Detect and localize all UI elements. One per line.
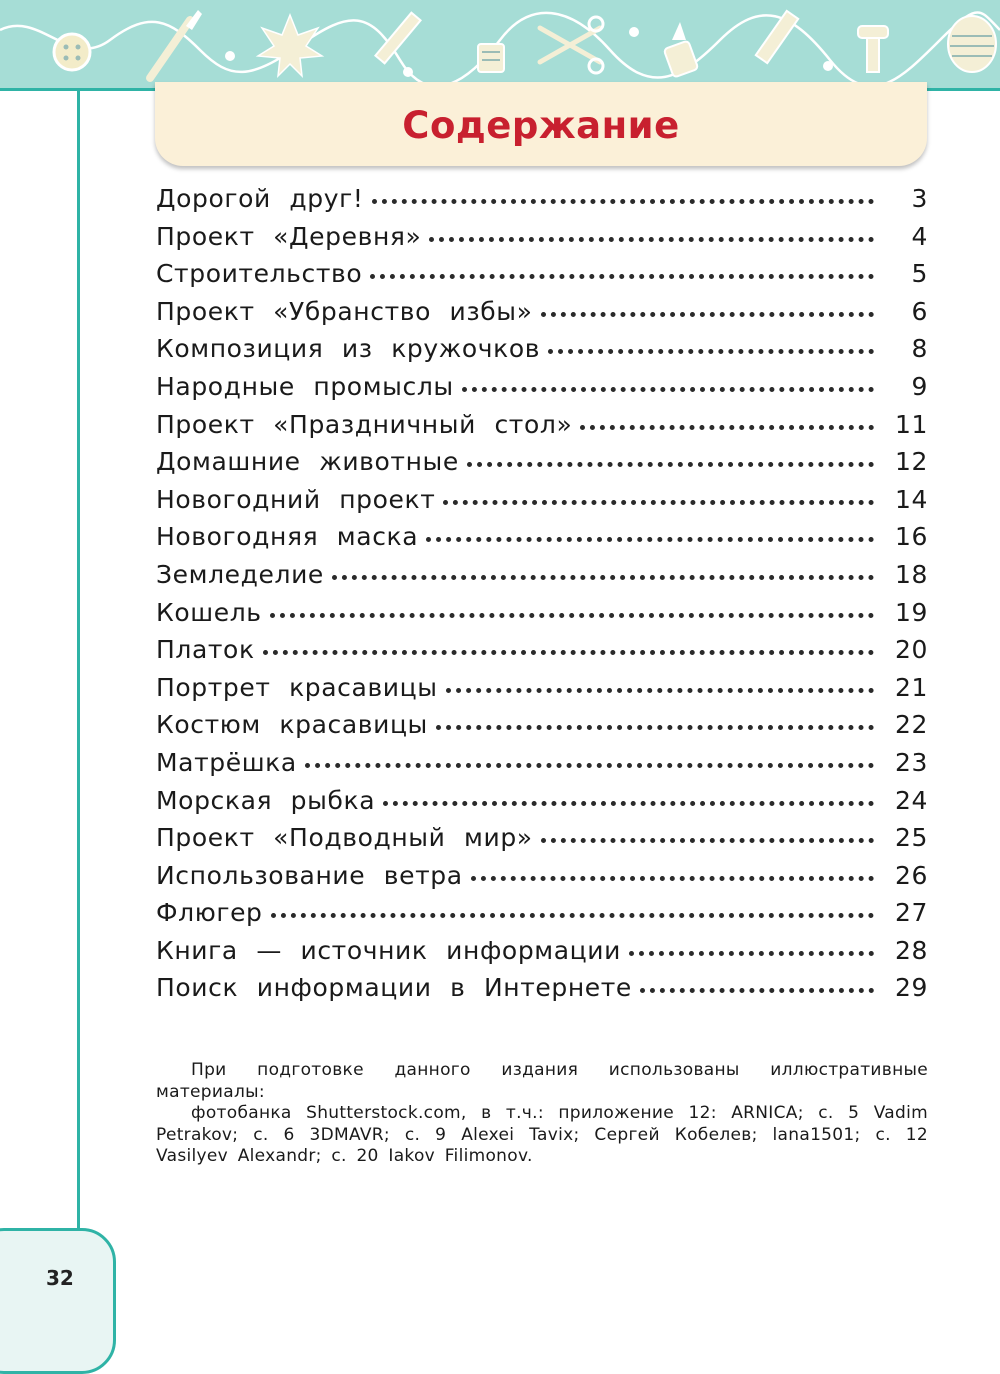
toc-entry-title: Книга — источник информации: [156, 935, 621, 965]
toc-entry-page: 6: [911, 296, 928, 326]
toc-dot-leader: [383, 786, 874, 806]
toc-entry: [156, 973, 928, 1011]
toc-entry-title: Строительство: [156, 259, 363, 289]
scissors-icon: [540, 17, 603, 73]
toc-entry-title: Платок: [156, 635, 255, 665]
toc-entry-title: Портрет красавицы: [156, 672, 438, 702]
toc-dot-leader: [467, 447, 874, 467]
toc-entry: [156, 823, 928, 861]
toc-entry-title: Народные промыслы: [156, 371, 454, 401]
toc-dot-leader: [580, 410, 874, 430]
toc-entry-title: Дорогой друг!: [156, 184, 364, 213]
toc-dot-leader: [446, 673, 874, 693]
table-of-contents: [156, 184, 928, 1011]
toc-entry: [156, 898, 928, 936]
toc-entry-title: Проект «Подводный мир»: [156, 823, 533, 853]
toc-entry: [156, 485, 928, 523]
maple-leaf-icon: [258, 15, 322, 76]
thread-icon: [948, 16, 996, 72]
toc-dot-leader: [640, 973, 874, 993]
toc-entry-title: Кошель: [156, 597, 262, 627]
page-number-tab: [0, 1228, 116, 1374]
toc-entry-page: 16: [894, 522, 928, 552]
toc-entry-title: Новогодний проект: [156, 484, 436, 514]
toc-dot-leader: [270, 598, 874, 618]
toc-entry: [156, 222, 928, 260]
left-margin-line: [77, 88, 80, 1248]
toc-entry: [156, 259, 928, 297]
toc-dot-leader: [471, 861, 874, 881]
banner-decor: [0, 0, 1000, 88]
toc-entry-page: 4: [911, 221, 928, 251]
credits-line-2: фотобанка Shutterstock.com, в т.ч.: приложение 12: ARNICA; с. 5 Vadim Petrakov; с. 6 3DMAVR; с. 9 Alexei Tavix; Сергей Кобелев; lana1501; с. 12 Vasilyev Alexandr; с. 20 Iakov Filimonov.: [156, 1103, 928, 1166]
toc-entry-title: Морская рыбка: [156, 785, 376, 815]
spool-icon: [478, 44, 504, 72]
toc-entry-title: Костюм красавицы: [156, 710, 428, 740]
toc-entry: [156, 936, 928, 974]
toc-entry-title: Новогодняя маска: [156, 522, 419, 552]
header-banner: [0, 0, 1000, 91]
toc-entry-page: 23: [894, 747, 928, 777]
illustration-credits: [156, 1060, 928, 1168]
toc-entry-title: Использование ветра: [156, 860, 463, 890]
toc-entry-page: 14: [894, 484, 928, 514]
toc-entry-title: Домашние животные: [156, 447, 459, 477]
toc-entry-page: 21: [894, 672, 928, 702]
toc-entry-title: Матрёшка: [156, 747, 297, 777]
glue-icon: [664, 22, 699, 78]
toc-dot-leader: [332, 560, 874, 580]
toc-dot-leader: [426, 522, 874, 542]
toc-entry: [156, 522, 928, 560]
toc-entry: [156, 861, 928, 899]
toc-entry: [156, 560, 928, 598]
toc-dot-leader: [541, 297, 874, 317]
toc-entry-page: 25: [894, 823, 928, 853]
toc-dot-leader: [436, 710, 874, 730]
toc-entry-title: Композиция из кружочков: [156, 334, 541, 364]
page-title: Содержание: [402, 104, 680, 147]
toc-entry: [156, 447, 928, 485]
button-icon: [54, 34, 90, 70]
toc-entry-page: 24: [894, 785, 928, 815]
toc-entry: [156, 748, 928, 786]
toc-entry-title: Флюгер: [156, 898, 263, 928]
toc-entry: [156, 372, 928, 410]
credits-line-1: При подготовке данного издания использованы иллюстративные материалы:: [156, 1060, 928, 1102]
toc-entry-page: 27: [894, 898, 928, 928]
toc-entry-page: 26: [894, 860, 928, 890]
toc-dot-leader: [305, 748, 874, 768]
toc-entry-page: 11: [894, 409, 928, 439]
toc-entry-title: Земледелие: [156, 559, 324, 589]
toc-dot-leader: [271, 898, 874, 918]
toc-entry-page: 20: [894, 635, 928, 665]
toc-dot-leader: [429, 222, 874, 242]
toc-entry-page: 22: [894, 710, 928, 740]
toc-entry: [156, 297, 928, 335]
page-number: 32: [46, 1266, 74, 1290]
toc-entry: [156, 673, 928, 711]
toc-dot-leader: [462, 372, 874, 392]
toc-entry-page: 19: [894, 597, 928, 627]
toc-entry-page: 5: [911, 259, 928, 289]
toc-entry-page: 8: [911, 334, 928, 364]
toc-dot-leader: [370, 259, 874, 279]
toc-entry-title: Проект «Праздничный стол»: [156, 409, 573, 439]
toc-entry: [156, 334, 928, 372]
toc-entry-page: 29: [894, 973, 928, 1003]
toc-dot-leader: [443, 485, 874, 505]
toc-dot-leader: [541, 823, 874, 843]
toc-entry: [156, 786, 928, 824]
toc-entry-title: Поиск информации в Интернете: [156, 973, 632, 1003]
toc-entry: [156, 635, 928, 673]
toc-entry-page: 18: [894, 559, 928, 589]
toc-entry-page: 9: [911, 371, 928, 401]
toc-entry: [156, 710, 928, 748]
comb-icon: [756, 11, 798, 63]
toc-dot-leader: [263, 635, 874, 655]
toc-dot-leader: [629, 936, 874, 956]
toc-entry-page: 12: [894, 447, 928, 477]
toc-entry: [156, 598, 928, 636]
toc-entry: [156, 410, 928, 448]
toc-dot-leader: [372, 184, 874, 204]
toc-dot-leader: [548, 334, 874, 354]
toc-entry-page: 28: [894, 935, 928, 965]
screw-icon: [858, 26, 888, 72]
toc-entry: [156, 184, 928, 222]
toc-entry-title: Проект «Убранство избы»: [156, 296, 533, 326]
toc-entry-title: Проект «Деревня»: [156, 221, 422, 251]
toc-entry-page: 3: [911, 184, 928, 213]
